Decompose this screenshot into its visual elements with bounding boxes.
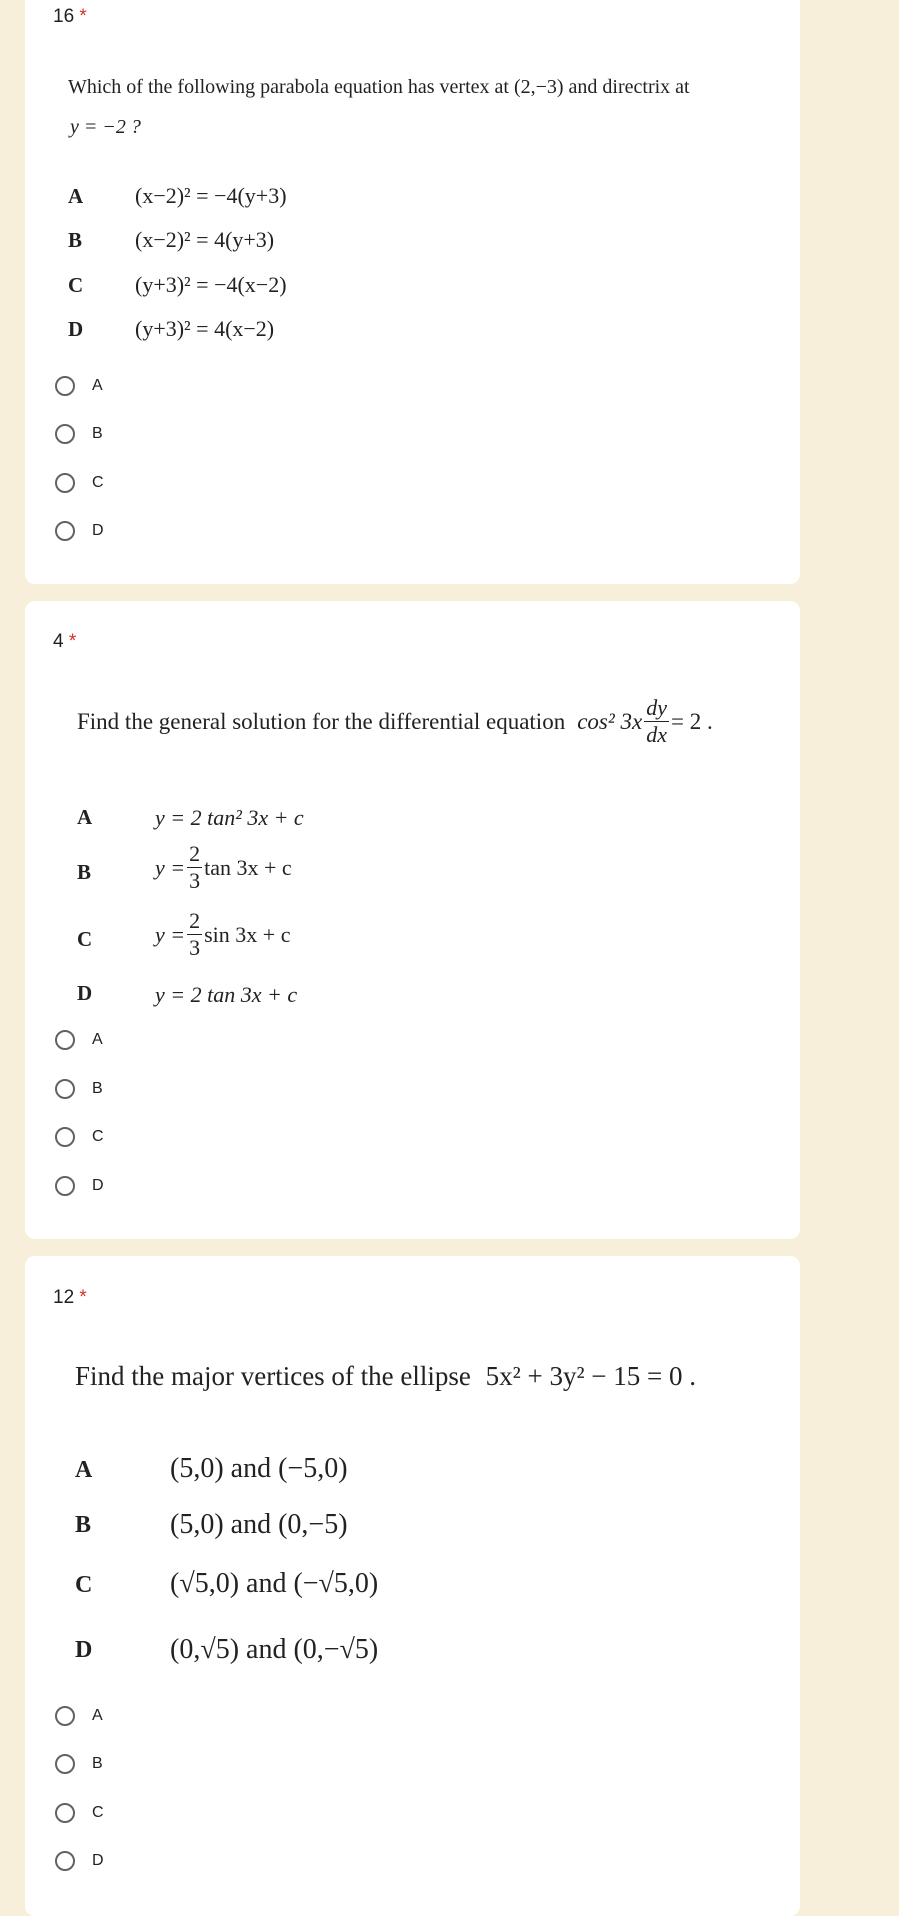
option-math-b: y = $\frac{2}{3}$ tan 3x + c — [155, 841, 292, 893]
option-letter-c: C — [68, 273, 84, 297]
question-text: Find the general solution for the differential equation cos² 3x $\frac{dy}{dx}$ = 2 . — [77, 695, 713, 747]
radio-option-d[interactable]: D — [55, 1171, 104, 1201]
question-number: 16 * — [53, 6, 87, 27]
question-card-16 — [25, 0, 800, 584]
radio-option-a[interactable]: A — [55, 371, 103, 401]
radio-circle-icon[interactable] — [55, 1030, 75, 1050]
question-card-4 — [25, 601, 800, 1239]
radio-circle-icon[interactable] — [55, 1754, 75, 1774]
dy-dx-fraction: $\frac{dy}{dx}$ — [646, 695, 667, 747]
option-letter-b: B — [75, 1512, 92, 1538]
question-number: 12 * — [53, 1287, 87, 1308]
option-letter-d: D — [77, 981, 93, 1005]
question-text-line2: y = −2 ? — [70, 116, 141, 138]
option-letter-d: D — [68, 317, 84, 341]
question-equation: 5x² + 3y² − 15 = 0 . — [485, 1361, 697, 1391]
radio-option-a[interactable]: A — [55, 1025, 103, 1055]
radio-circle-icon[interactable] — [55, 1176, 75, 1196]
question-card-12 — [25, 1256, 800, 1916]
question-equation: cos² 3x — [577, 708, 643, 734]
radio-circle-icon[interactable] — [55, 1706, 75, 1726]
radio-option-d[interactable]: D — [55, 1846, 104, 1876]
radio-option-c[interactable]: C — [55, 1798, 104, 1828]
radio-option-a[interactable]: A — [55, 1701, 103, 1731]
question-number: 4 * — [53, 631, 77, 652]
option-math-d: (0,√5) and (0,−√5) — [170, 1634, 379, 1665]
radio-circle-icon[interactable] — [55, 1127, 75, 1147]
option-letter-a: A — [68, 184, 84, 208]
question-text: Find the major vertices of the ellipse 5x² + 3y² − 15 = 0 . — [75, 1361, 697, 1391]
option-letter-a: A — [77, 805, 93, 829]
radio-circle-icon[interactable] — [55, 424, 75, 444]
question-text: Which of the following parabola equation has vertex at (2,−3) and directrix at — [68, 76, 690, 98]
radio-circle-icon[interactable] — [55, 521, 75, 541]
radio-circle-icon[interactable] — [55, 376, 75, 396]
option-math-c: y = $\frac{2}{3}$ sin 3x + c — [155, 908, 291, 960]
option-letter-b: B — [77, 860, 92, 884]
option-math-b: (x−2)² = 4(y+3) — [135, 227, 275, 252]
option-math-a: (x−2)² = −4(y+3) — [135, 183, 287, 208]
option-math-c: (y+3)² = −4(x−2) — [135, 272, 287, 297]
option-math-d: y = 2 tan 3x + c — [155, 982, 298, 1007]
radio-option-b[interactable]: B — [55, 1074, 103, 1104]
option-letter-c: C — [77, 927, 93, 951]
option-math-a: y = 2 tan² 3x + c — [155, 805, 304, 830]
option-letter-a: A — [75, 1457, 93, 1483]
radio-option-b[interactable]: B — [55, 1749, 103, 1779]
option-math-a: (5,0) and (−5,0) — [170, 1453, 348, 1484]
option-letter-c: C — [75, 1572, 93, 1598]
radio-option-d[interactable]: D — [55, 516, 104, 546]
radio-circle-icon[interactable] — [55, 1079, 75, 1099]
option-math-b: (5,0) and (0,−5) — [170, 1509, 348, 1540]
radio-circle-icon[interactable] — [55, 1851, 75, 1871]
option-math-d: (y+3)² = 4(x−2) — [135, 316, 275, 341]
option-letter-d: D — [75, 1637, 93, 1663]
option-letter-b: B — [68, 228, 83, 252]
radio-option-c[interactable]: C — [55, 1122, 104, 1152]
radio-option-b[interactable]: B — [55, 419, 103, 449]
radio-circle-icon[interactable] — [55, 473, 75, 493]
radio-option-c[interactable]: C — [55, 468, 104, 498]
option-math-c: (√5,0) and (−√5,0) — [170, 1568, 379, 1599]
radio-circle-icon[interactable] — [55, 1803, 75, 1823]
